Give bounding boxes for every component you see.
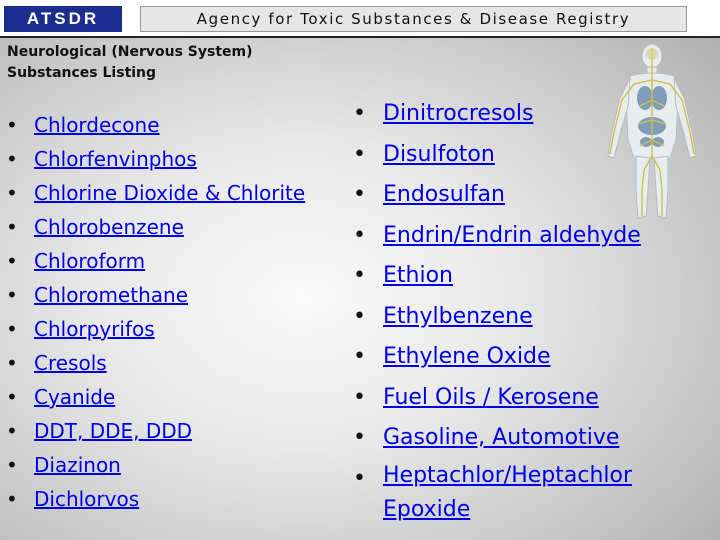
- page-title-line-2: Substances Listing: [7, 65, 157, 81]
- bullet-icon: •: [6, 215, 18, 239]
- substance-list-left: [6, 108, 306, 516]
- bullet-icon: •: [6, 487, 18, 511]
- list-item: [353, 418, 663, 459]
- bullet-icon: •: [6, 113, 18, 137]
- agency-name-banner: Agency for Toxic Substances & Disease Registry: [140, 6, 687, 32]
- list-item: [6, 176, 306, 210]
- bullet-icon: •: [6, 147, 18, 171]
- list-item: [6, 108, 305, 142]
- substance-link[interactable]: Gasoline, Automotive: [383, 425, 620, 450]
- nervous-system-anatomy-icon: [600, 40, 704, 222]
- substance-link[interactable]: Ethylene Oxide: [383, 344, 551, 369]
- bullet-icon: •: [353, 344, 366, 369]
- substance-link[interactable]: Ethylbenzene: [383, 303, 533, 329]
- substance-link[interactable]: Chlorobenzene: [34, 215, 184, 239]
- atsdr-logo[interactable]: ATSDR: [4, 6, 122, 32]
- bullet-icon: •: [353, 222, 366, 248]
- substance-link[interactable]: DDT, DDE, DDD: [34, 419, 193, 443]
- substance-link[interactable]: Ethion: [383, 263, 453, 288]
- nervous-system-figure-svg: [600, 40, 704, 222]
- list-item: [353, 459, 663, 531]
- list-item: [6, 482, 305, 516]
- bullet-icon: •: [353, 182, 366, 207]
- bullet-icon: •: [6, 453, 18, 477]
- page-title-line-1: Neurological (Nervous System): [7, 44, 253, 60]
- substance-link[interactable]: Chlorine Dioxide & Chlorite: [34, 181, 306, 205]
- substance-link[interactable]: Dinitrocresols: [383, 101, 534, 126]
- substance-link[interactable]: Diazinon: [34, 453, 121, 477]
- bullet-icon: •: [6, 351, 18, 375]
- bullet-icon: •: [353, 425, 366, 450]
- list-item: [6, 414, 305, 448]
- bullet-icon: •: [353, 263, 366, 288]
- list-item: [6, 244, 305, 278]
- list-item: [6, 278, 305, 312]
- bullet-icon: •: [6, 419, 18, 443]
- bullet-icon: •: [353, 465, 366, 491]
- list-item: [6, 346, 305, 380]
- substance-link[interactable]: Endosulfan: [383, 182, 505, 207]
- bullet-icon: •: [6, 317, 18, 341]
- substance-link[interactable]: Cyanide: [34, 385, 116, 409]
- substance-link[interactable]: Chlorpyrifos: [34, 317, 155, 341]
- page-title: [7, 42, 253, 84]
- substance-link[interactable]: Dichlorvos: [34, 487, 140, 511]
- bullet-icon: •: [353, 141, 366, 167]
- list-item: [6, 210, 305, 244]
- header-banner: [0, 0, 720, 38]
- substance-link[interactable]: Endrin/Endrin aldehyde: [383, 222, 641, 248]
- list-item: [6, 142, 305, 176]
- list-item: [353, 256, 663, 297]
- substance-link[interactable]: Chlordecone: [34, 113, 160, 137]
- bullet-icon: •: [353, 384, 366, 410]
- list-item: [353, 297, 663, 338]
- substance-link[interactable]: Chloroform: [34, 249, 146, 273]
- list-item: [6, 312, 305, 346]
- bullet-icon: •: [6, 249, 18, 273]
- list-item: [353, 378, 663, 419]
- substance-link[interactable]: Chloromethane: [34, 283, 188, 307]
- bullet-icon: •: [6, 385, 18, 409]
- substance-link[interactable]: Chlorfenvinphos: [34, 147, 197, 171]
- list-item: [6, 448, 305, 482]
- bullet-icon: •: [353, 101, 366, 126]
- list-item: [353, 337, 663, 378]
- substance-link[interactable]: Heptachlor/Heptachlor Epoxide: [383, 462, 633, 522]
- bullet-icon: •: [6, 283, 18, 307]
- substance-link[interactable]: Cresols: [34, 351, 107, 375]
- substance-link[interactable]: Disulfoton: [383, 141, 495, 167]
- bullet-icon: •: [6, 181, 18, 205]
- bullet-icon: •: [353, 303, 366, 329]
- substance-link[interactable]: Fuel Oils / Kerosene: [383, 384, 599, 410]
- list-item: [6, 380, 305, 414]
